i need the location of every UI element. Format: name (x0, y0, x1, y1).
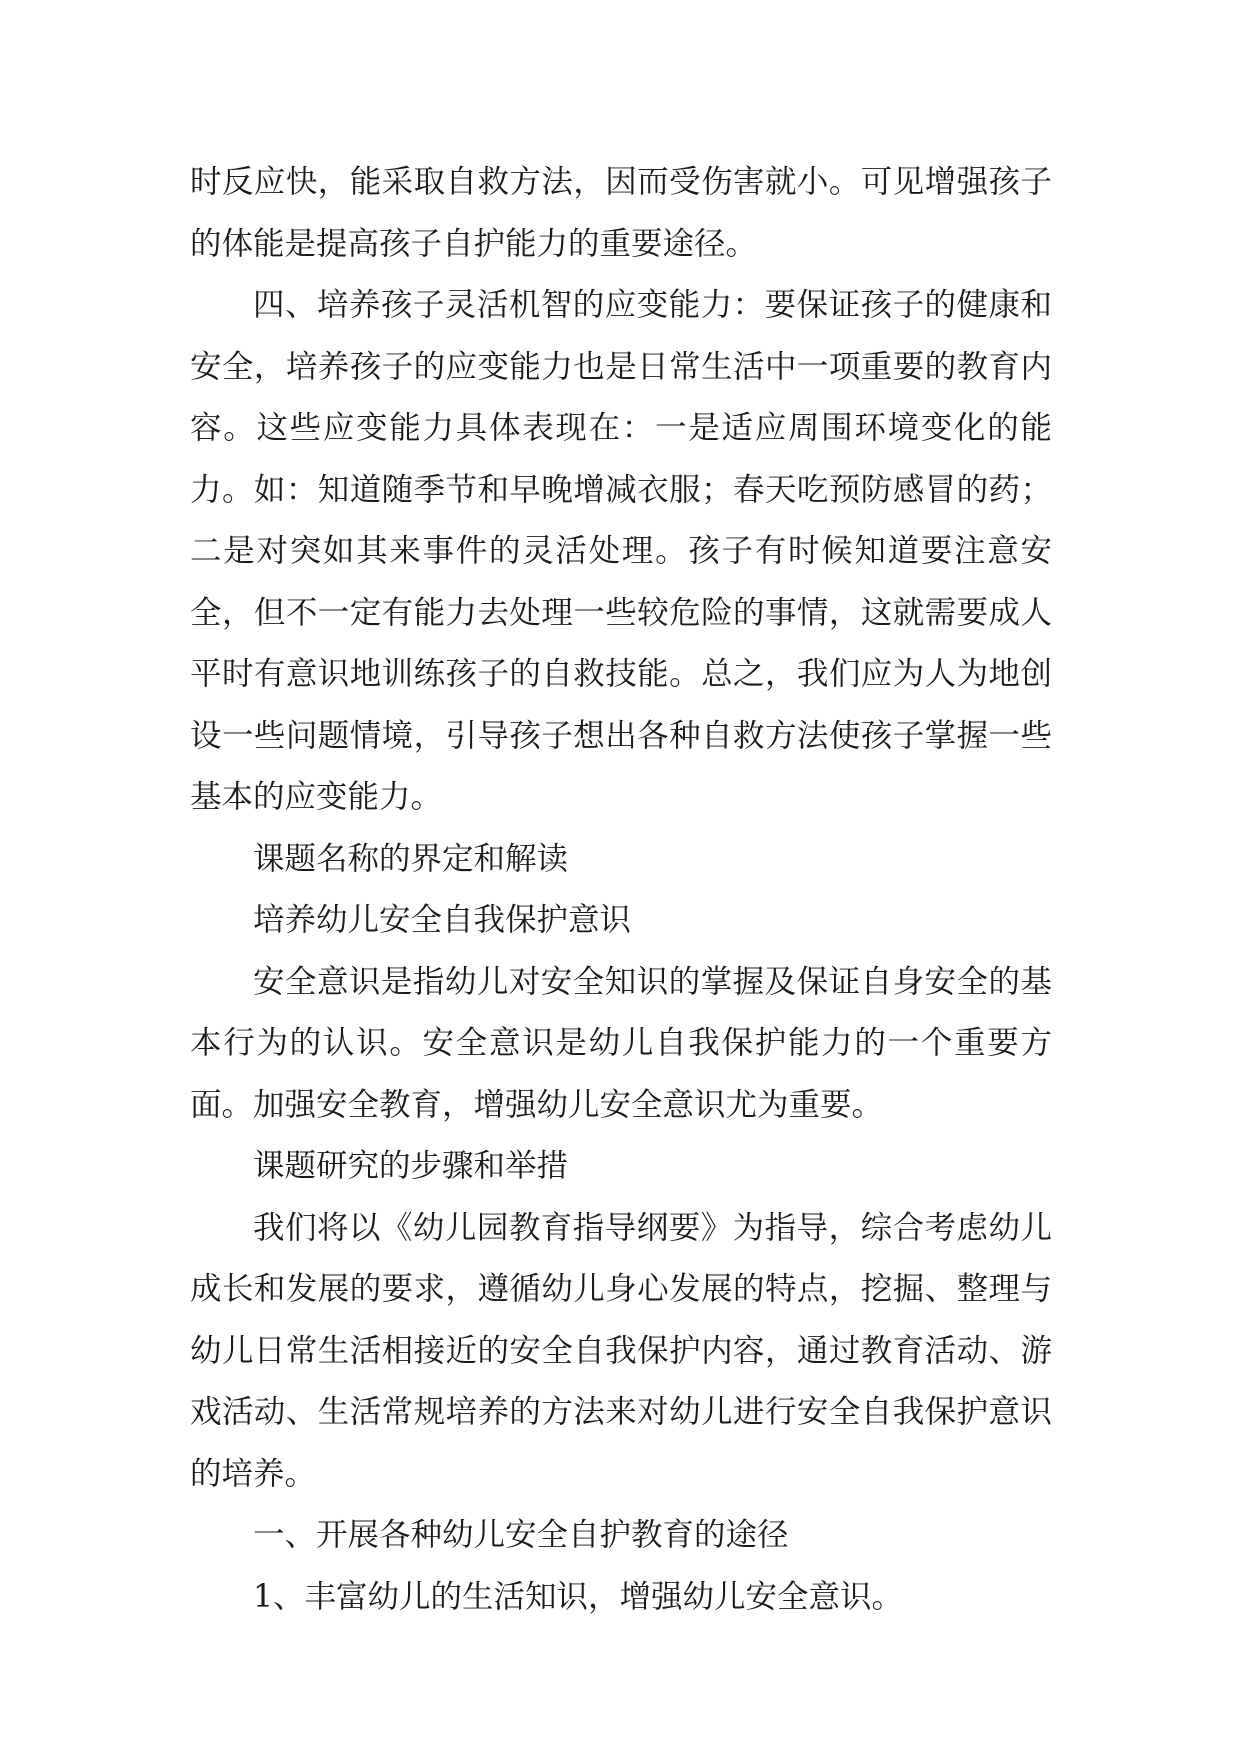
heading-topic-name: 培养幼儿安全自我保护意识 (253, 902, 632, 938)
heading-research-steps: 课题研究的步骤和举措 (253, 1148, 569, 1184)
heading-topic-definition: 课题名称的界定和解读 (253, 840, 569, 877)
list-item-one: 1、丰富幼儿的生活知识，增强幼儿安全意识。 (253, 1578, 904, 1615)
document-page (190, 152, 1052, 1628)
paragraph-continuation: 时反应快，能采取自救方法，因而受伤害就小。可见增强孩子的体能是提高孩子自护能力的重要途径。 (190, 164, 1052, 262)
paragraph-section-four: 四、培养孩子灵活机智的应变能力：要保证孩子的健康和安全，培养孩子的应变能力也是日常生活中一项重要的教育内容。这些应变能力具体表现在：一是适应周围环境变化的能力。如：知道随季节和早晚增减衣服；春天吃预防感冒的药；二是对突如其来事件的灵活处理。孩子有时候知道要注意安全，但不一定有能力去处理一些较危险的事情，这就需要成人平时有意识地训练孩子的自救技能。总之，我们应为人为地创设一些问题情境，引导孩子想出各种自救方法使孩子掌握一些基本的应变能力。 (190, 287, 1052, 815)
paragraph-safety-awareness: 安全意识是指幼儿对安全知识的掌握及保证自身安全的基本行为的认识。安全意识是幼儿自我保护能力的一个重要方面。加强安全教育，增强幼儿安全意识尤为重要。 (190, 963, 1052, 1123)
heading-section-one: 一、开展各种幼儿安全自护教育的途径 (253, 1517, 789, 1553)
paragraph-research-approach: 我们将以《幼儿园教育指导纲要》为指导，综合考虑幼儿成长和发展的要求，遵循幼儿身心发展的特点，挖掘、整理与幼儿日常生活相接近的安全自我保护内容，通过教育活动、游戏活动、生活常规培养的方法来对幼儿进行安全自我保护意识的培养。 (190, 1209, 1052, 1492)
